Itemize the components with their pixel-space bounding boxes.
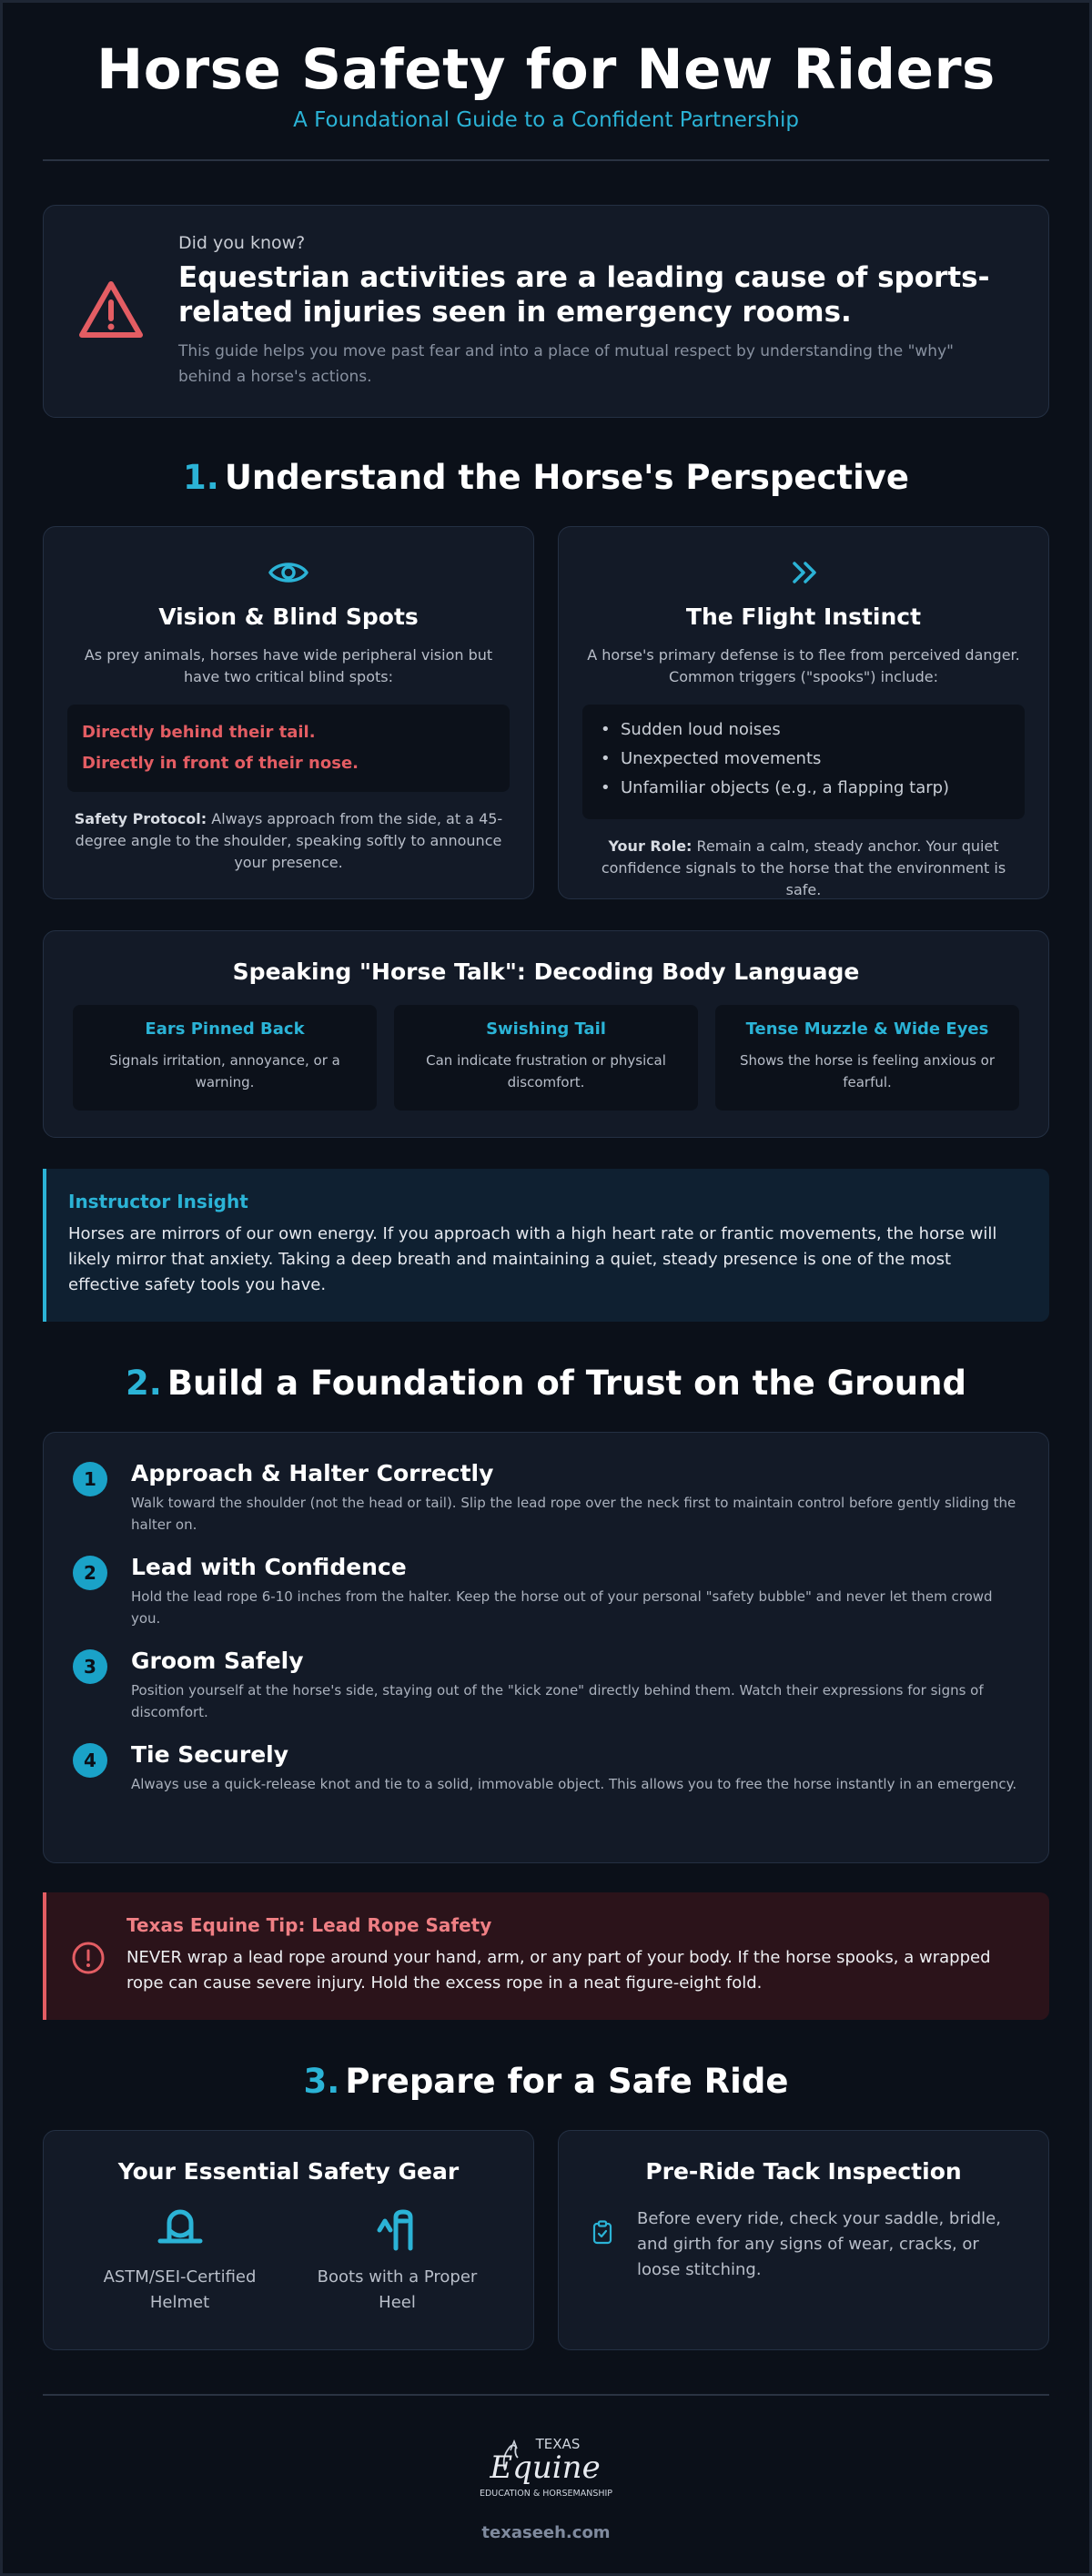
flight-title: The Flight Instinct: [685, 603, 922, 630]
step-content: [131, 1648, 1019, 1723]
alert-kicker: Did you know?: [178, 233, 306, 253]
blind-spots-box: [67, 705, 510, 792]
safety-gear-card: [43, 2130, 534, 2350]
body-language-head: Swishing Tail: [486, 1019, 606, 1039]
blind-spot-item: Directly behind their tail.: [82, 723, 316, 742]
your-role-note: [582, 836, 1025, 901]
flight-desc: A horse's primary defense is to flee from perceived danger. Common triggers ("spooks") include:: [587, 646, 1020, 685]
lead-rope-tip-callout: [43, 1892, 1049, 2020]
step-content: [131, 1741, 1016, 1795]
header: [43, 3, 1049, 132]
step-content: [131, 1460, 1019, 1536]
step-text: Walk toward the shoulder (not the head or tail). Slip the lead rope over the neck first to maintain control before gently sliding the halter on.: [131, 1495, 1016, 1533]
step-title: Groom Safely: [131, 1648, 304, 1674]
section-3-number: 3.: [303, 2062, 340, 2101]
step-item: [73, 1460, 1019, 1536]
trigger-item: • Unexpected movements: [601, 745, 1010, 774]
perspective-row: [43, 526, 1049, 899]
body-language-head: Tense Muzzle & Wide Eyes: [745, 1019, 989, 1039]
body-language-text: Can indicate frustration or physical discomfort.: [426, 1052, 666, 1090]
trigger-item: • Unfamiliar objects (e.g., a flapping tarp): [601, 774, 1010, 803]
body-language-item: [394, 1005, 698, 1111]
horse-talk-card: [43, 930, 1049, 1138]
section-2-heading: Build a Foundation of Trust on the Ground: [167, 1364, 966, 1403]
step-title: Lead with Confidence: [131, 1554, 407, 1580]
section-2-number: 2.: [126, 1364, 162, 1403]
injury-alert-card: [43, 205, 1049, 418]
page: [3, 3, 1089, 2573]
gear-item: [94, 2203, 267, 2316]
section-1-heading: Understand the Horse's Perspective: [224, 458, 909, 497]
ride-prep-row: [43, 2130, 1049, 2350]
note-text: Always approach from the side, at a 45-degree angle to the shoulder, speaking softly to announce your presence.: [75, 810, 503, 871]
footer: [43, 2396, 1049, 2542]
ground-steps-card: [43, 1432, 1049, 1863]
tip-title: Texas Equine Tip: Lead Rope Safety: [126, 1914, 492, 1936]
step-number-badge: 3: [73, 1649, 107, 1684]
insight-title: Instructor Insight: [68, 1191, 248, 1212]
step-number-badge: 4: [73, 1743, 107, 1778]
alert-content: [178, 233, 994, 390]
step-number-badge: 1: [73, 1462, 107, 1496]
tip-body: NEVER wrap a lead rope around your hand, arm, or any part of your body. If the horse spooks, a wrapped rope can cause severe injury. Hold the excess rope in a neat figure-eight fold.: [126, 1948, 991, 1993]
body-language-text: Shows the horse is feeling anxious or fearful.: [739, 1052, 996, 1090]
body-language-head: Ears Pinned Back: [145, 1019, 305, 1039]
svg-text:Equine: Equine: [490, 2449, 601, 2486]
svg-text:TEXAS: TEXAS: [535, 2436, 581, 2452]
blind-spot-item: Directly in front of their nose.: [82, 754, 359, 773]
step-item: [73, 1648, 1019, 1723]
page-subtitle: A Foundational Guide to a Confident Partnership: [293, 108, 799, 132]
step-text: Position yourself at the horse's side, staying out of the "kick zone" directly behind them. Watch their expressions for signs of discomfort.: [131, 1682, 984, 1720]
gear-title: Your Essential Safety Gear: [117, 2158, 460, 2185]
gear-item: [311, 2203, 484, 2316]
warning-triangle-icon: [75, 275, 147, 348]
tack-title: Pre-Ride Tack Inspection: [645, 2158, 962, 2185]
svg-text:EDUCATION & HORSEMANSHIP: EDUCATION & HORSEMANSHIP: [479, 2489, 613, 2499]
step-item: [73, 1554, 1019, 1629]
website-link[interactable]: texaseeh.com: [481, 2523, 611, 2542]
body-language-item: [715, 1005, 1019, 1111]
step-text: Always use a quick-release knot and tie to a solid, immovable object. This allows you to free the horse instantly in an emergency.: [131, 1776, 1017, 1792]
horse-talk-title: Speaking "Horse Talk": Decoding Body Language: [232, 958, 860, 985]
body-language-text: Signals irritation, annoyance, or a warning.: [109, 1052, 340, 1090]
vision-card: [43, 526, 534, 899]
section-1-number: 1.: [183, 458, 219, 497]
safety-protocol-note: [67, 808, 510, 874]
vision-desc: As prey animals, horses have wide peripheral vision but have two critical blind spots:: [84, 646, 493, 685]
alert-circle-icon: [70, 1940, 106, 1976]
trigger-item: • Sudden loud noises: [601, 715, 1010, 745]
gear-label: ASTM/SEI-Certified Helmet: [103, 2267, 257, 2312]
gear-label: Boots with a Proper Heel: [317, 2267, 478, 2312]
spook-triggers-list: [582, 705, 1025, 819]
alert-headline: Equestrian activities are a leading cause of sports-related injuries seen in emergency rooms.: [178, 261, 990, 329]
double-chevron-right-icon: [782, 551, 825, 594]
section-3-heading: Prepare for a Safe Ride: [345, 2062, 789, 2101]
note-label: Safety Protocol:: [74, 810, 207, 827]
eye-icon: [267, 551, 310, 594]
step-item: [73, 1741, 1019, 1795]
instructor-insight-callout: [43, 1169, 1049, 1322]
gear-list: [71, 2203, 506, 2316]
helmet-icon: [153, 2203, 207, 2257]
header-divider: [43, 159, 1049, 161]
insight-body: Horses are mirrors of our own energy. If you approach with a high heart rate or frantic movements, the horse will likely mirror that anxiety. Taking a deep breath and maintaining a quiet, steady presence is one of the most effective safety tools you have.: [68, 1224, 997, 1294]
vision-title: Vision & Blind Spots: [158, 603, 419, 630]
tip-content: [126, 1914, 1026, 2020]
note-text: Remain a calm, steady anchor. Your quiet confidence signals to the horse that the environment is safe.: [601, 837, 1006, 898]
tack-text: Before every ride, check your saddle, bridle, and girth for any signs of wear, cracks, or loose stitching.: [637, 2209, 1001, 2279]
clipboard-check-icon: [590, 2219, 615, 2245]
step-title: Tie Securely: [131, 1741, 289, 1768]
flight-card: [558, 526, 1049, 899]
boot-icon: [370, 2203, 425, 2257]
step-content: [131, 1554, 1019, 1629]
section-1-title: [43, 458, 1049, 497]
body-language-item: [73, 1005, 377, 1111]
section-3-title: [43, 2062, 1049, 2101]
tack-content: [586, 2206, 1021, 2283]
section-2-title: [43, 1364, 1049, 1403]
step-text: Hold the lead rope 6-10 inches from the halter. Keep the horse out of your personal "safety bubble" and never let them crowd you.: [131, 1588, 993, 1627]
page-title: Horse Safety for New Riders: [96, 37, 996, 102]
note-label: Your Role:: [608, 837, 693, 855]
tack-inspection-card: [558, 2130, 1049, 2350]
texas-equine-logo: [469, 2430, 623, 2503]
step-number-badge: 2: [73, 1556, 107, 1590]
body-language-row: [73, 1005, 1019, 1111]
alert-body: This guide helps you move past fear and into a place of mutual respect by understanding the "why" behind a horse's actions.: [178, 342, 954, 386]
step-title: Approach & Halter Correctly: [131, 1460, 494, 1486]
